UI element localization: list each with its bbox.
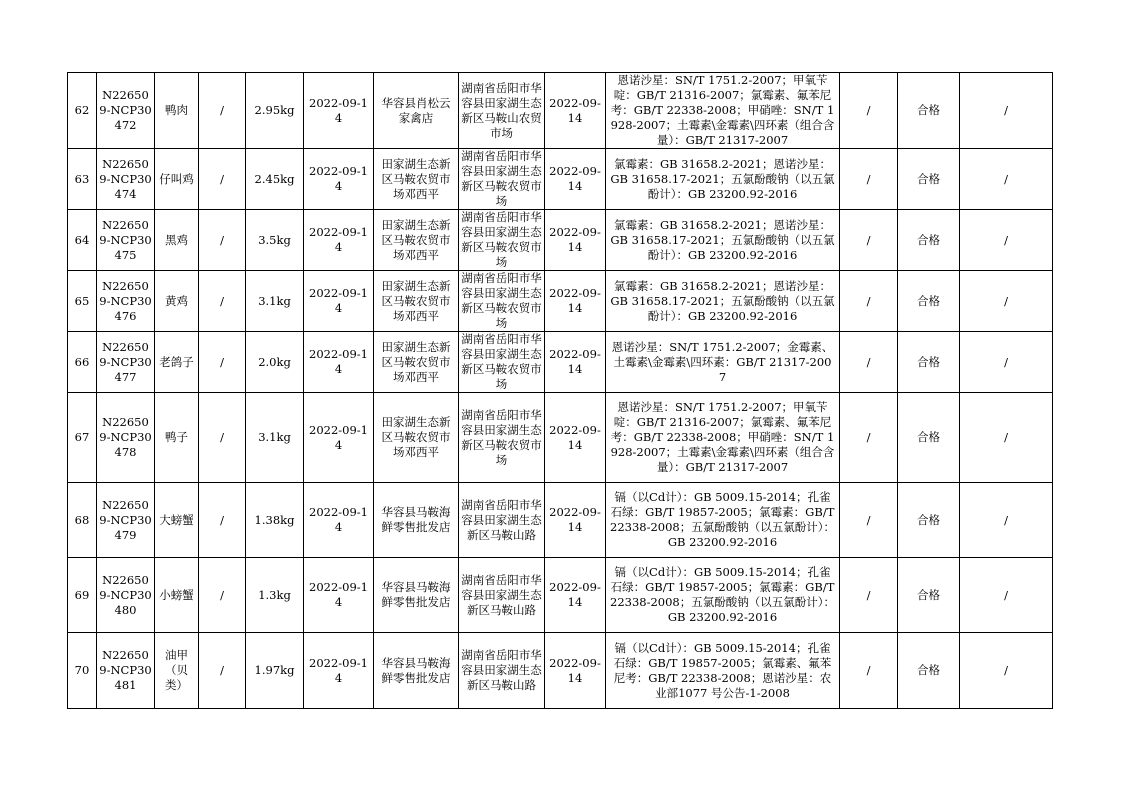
test-standards-cell: 氯霉素：GB 31658.2-2021；恩诺沙星：GB 31658.17-2021；五氯酚酸钠（以五氯酚计）：GB 23200.92-2016 <box>606 271 840 332</box>
brand-cell: / <box>199 332 246 393</box>
quantity-cell: 1.97kg <box>246 633 304 709</box>
result-cell: 合格 <box>898 271 960 332</box>
sample-code-cell: N226509-NCP30476 <box>97 271 155 332</box>
test-standards-cell: 镉（以Cd计）：GB 5009.15-2014；孔雀石绿：GB/T 19857-2005；氯霉素：GB/T 22338-2008；五氯酚酸钠（以五氯酚计）：GB 23200.92-2016 <box>606 558 840 633</box>
sample-code-cell: N226509-NCP30480 <box>97 558 155 633</box>
sampling-date-cell: 2022-09-14 <box>304 633 374 709</box>
sample-name-cell: 黄鸡 <box>155 271 199 332</box>
remarks-cell: / <box>960 210 1053 271</box>
sampling-date-cell: 2022-09-14 <box>304 483 374 558</box>
sampling-date-cell: 2022-09-14 <box>304 149 374 210</box>
inspection-results-table <box>67 72 1053 709</box>
remarks-cell: / <box>960 558 1053 633</box>
seller-address-cell: 湖南省岳阳市华容县田家湖生态新区马鞍农贸市场 <box>459 393 545 483</box>
remarks-cell: / <box>960 73 1053 149</box>
table-row <box>68 149 1053 210</box>
test-standards-cell: 氯霉素：GB 31658.2-2021；恩诺沙星：GB 31658.17-2021；五氯酚酸钠（以五氯酚计）：GB 23200.92-2016 <box>606 149 840 210</box>
seller-address-cell: 湖南省岳阳市华容县田家湖生态新区马鞍山路 <box>459 483 545 558</box>
row-number-cell: 66 <box>68 332 97 393</box>
brand-cell: / <box>199 483 246 558</box>
production-date-cell: 2022-09-14 <box>545 558 606 633</box>
seller-name-cell: 田家湖生态新区马鞍农贸市场邓西平 <box>374 210 459 271</box>
remarks-cell: / <box>960 149 1053 210</box>
spec-cell: / <box>840 558 898 633</box>
row-number-cell: 69 <box>68 558 97 633</box>
production-date-cell: 2022-09-14 <box>545 271 606 332</box>
sample-name-cell: 小螃蟹 <box>155 558 199 633</box>
brand-cell: / <box>199 558 246 633</box>
table-row <box>68 393 1053 483</box>
table-row <box>68 633 1053 709</box>
seller-name-cell: 田家湖生态新区马鞍农贸市场邓西平 <box>374 149 459 210</box>
test-standards-cell: 恩诺沙星：SN/T 1751.2-2007；甲氧苄啶：GB/T 21316-2007；氯霉素、氟苯尼考：GB/T 22338-2008；甲硝唑：SN/T 1928-2007；土霉素\金霉素\四环素（组合含量）：GB/T 21317-2007 <box>606 393 840 483</box>
result-cell: 合格 <box>898 210 960 271</box>
remarks-cell: / <box>960 483 1053 558</box>
brand-cell: / <box>199 149 246 210</box>
sample-code-cell: N226509-NCP30474 <box>97 149 155 210</box>
sample-name-cell: 老鸽子 <box>155 332 199 393</box>
production-date-cell: 2022-09-14 <box>545 393 606 483</box>
seller-name-cell: 田家湖生态新区马鞍农贸市场邓西平 <box>374 332 459 393</box>
row-number-cell: 62 <box>68 73 97 149</box>
spec-cell: / <box>840 633 898 709</box>
test-standards-cell: 镉（以Cd计）：GB 5009.15-2014；孔雀石绿：GB/T 19857-2005；氯霉素、氟苯尼考：GB/T 22338-2008；恩诺沙星：农业部1077 号公告-1-2008 <box>606 633 840 709</box>
sample-name-cell: 黑鸡 <box>155 210 199 271</box>
seller-name-cell: 华容县马鞍海鲜零售批发店 <box>374 633 459 709</box>
sample-code-cell: N226509-NCP30481 <box>97 633 155 709</box>
table-row <box>68 73 1053 149</box>
sample-code-cell: N226509-NCP30477 <box>97 332 155 393</box>
quantity-cell: 1.38kg <box>246 483 304 558</box>
brand-cell: / <box>199 210 246 271</box>
spec-cell: / <box>840 210 898 271</box>
quantity-cell: 3.1kg <box>246 271 304 332</box>
spec-cell: / <box>840 393 898 483</box>
result-cell: 合格 <box>898 558 960 633</box>
seller-address-cell: 湖南省岳阳市华容县田家湖生态新区马鞍农贸市场 <box>459 210 545 271</box>
sampling-date-cell: 2022-09-14 <box>304 271 374 332</box>
seller-address-cell: 湖南省岳阳市华容县田家湖生态新区马鞍山路 <box>459 633 545 709</box>
row-number-cell: 64 <box>68 210 97 271</box>
test-standards-cell: 氯霉素：GB 31658.2-2021；恩诺沙星：GB 31658.17-2021；五氯酚酸钠（以五氯酚计）：GB 23200.92-2016 <box>606 210 840 271</box>
sampling-date-cell: 2022-09-14 <box>304 558 374 633</box>
seller-name-cell: 华容县肖松云家禽店 <box>374 73 459 149</box>
sampling-date-cell: 2022-09-14 <box>304 332 374 393</box>
remarks-cell: / <box>960 633 1053 709</box>
seller-address-cell: 湖南省岳阳市华容县田家湖生态新区马鞍山路 <box>459 558 545 633</box>
quantity-cell: 3.1kg <box>246 393 304 483</box>
sampling-date-cell: 2022-09-14 <box>304 210 374 271</box>
remarks-cell: / <box>960 271 1053 332</box>
brand-cell: / <box>199 271 246 332</box>
brand-cell: / <box>199 73 246 149</box>
sample-code-cell: N226509-NCP30472 <box>97 73 155 149</box>
production-date-cell: 2022-09-14 <box>545 73 606 149</box>
seller-name-cell: 田家湖生态新区马鞍农贸市场邓西平 <box>374 271 459 332</box>
table-row <box>68 210 1053 271</box>
sampling-date-cell: 2022-09-14 <box>304 73 374 149</box>
test-standards-cell: 恩诺沙星：SN/T 1751.2-2007；甲氧苄啶：GB/T 21316-2007；氯霉素、氟苯尼考：GB/T 22338-2008；甲硝唑：SN/T 1928-2007；土霉素\金霉素\四环素（组合含量）：GB/T 21317-2007 <box>606 73 840 149</box>
spec-cell: / <box>840 149 898 210</box>
quantity-cell: 2.45kg <box>246 149 304 210</box>
brand-cell: / <box>199 633 246 709</box>
sample-name-cell: 大螃蟹 <box>155 483 199 558</box>
table-row <box>68 332 1053 393</box>
table-row <box>68 483 1053 558</box>
sample-name-cell: 鸭肉 <box>155 73 199 149</box>
seller-address-cell: 湖南省岳阳市华容县田家湖生态新区马鞍农贸市场 <box>459 271 545 332</box>
production-date-cell: 2022-09-14 <box>545 633 606 709</box>
sampling-date-cell: 2022-09-14 <box>304 393 374 483</box>
row-number-cell: 67 <box>68 393 97 483</box>
table-row <box>68 558 1053 633</box>
row-number-cell: 65 <box>68 271 97 332</box>
production-date-cell: 2022-09-14 <box>545 483 606 558</box>
production-date-cell: 2022-09-14 <box>545 332 606 393</box>
production-date-cell: 2022-09-14 <box>545 149 606 210</box>
sample-name-cell: 鸭子 <box>155 393 199 483</box>
result-cell: 合格 <box>898 483 960 558</box>
seller-name-cell: 华容县马鞍海鲜零售批发店 <box>374 558 459 633</box>
table-row <box>68 271 1053 332</box>
production-date-cell: 2022-09-14 <box>545 210 606 271</box>
spec-cell: / <box>840 271 898 332</box>
quantity-cell: 2.0kg <box>246 332 304 393</box>
remarks-cell: / <box>960 332 1053 393</box>
row-number-cell: 63 <box>68 149 97 210</box>
quantity-cell: 3.5kg <box>246 210 304 271</box>
row-number-cell: 68 <box>68 483 97 558</box>
sample-name-cell: 油甲（贝类） <box>155 633 199 709</box>
row-number-cell: 70 <box>68 633 97 709</box>
seller-address-cell: 湖南省岳阳市华容县田家湖生态新区马鞍农贸市场 <box>459 149 545 210</box>
seller-name-cell: 华容县马鞍海鲜零售批发店 <box>374 483 459 558</box>
result-cell: 合格 <box>898 393 960 483</box>
remarks-cell: / <box>960 393 1053 483</box>
quantity-cell: 1.3kg <box>246 558 304 633</box>
test-standards-cell: 镉（以Cd计）：GB 5009.15-2014；孔雀石绿：GB/T 19857-2005；氯霉素：GB/T 22338-2008；五氯酚酸钠（以五氯酚计）：GB 23200.92-2016 <box>606 483 840 558</box>
sample-code-cell: N226509-NCP30479 <box>97 483 155 558</box>
sample-code-cell: N226509-NCP30475 <box>97 210 155 271</box>
spec-cell: / <box>840 73 898 149</box>
result-cell: 合格 <box>898 149 960 210</box>
quantity-cell: 2.95kg <box>246 73 304 149</box>
brand-cell: / <box>199 393 246 483</box>
sample-code-cell: N226509-NCP30478 <box>97 393 155 483</box>
sample-name-cell: 仔叫鸡 <box>155 149 199 210</box>
test-standards-cell: 恩诺沙星：SN/T 1751.2-2007；金霉素、土霉素\金霉素\四环素：GB/T 21317-2007 <box>606 332 840 393</box>
spec-cell: / <box>840 483 898 558</box>
spec-cell: / <box>840 332 898 393</box>
result-cell: 合格 <box>898 332 960 393</box>
result-cell: 合格 <box>898 73 960 149</box>
result-cell: 合格 <box>898 633 960 709</box>
seller-address-cell: 湖南省岳阳市华容县田家湖生态新区马鞍山农贸市场 <box>459 73 545 149</box>
seller-name-cell: 田家湖生态新区马鞍农贸市场邓西平 <box>374 393 459 483</box>
seller-address-cell: 湖南省岳阳市华容县田家湖生态新区马鞍农贸市场 <box>459 332 545 393</box>
